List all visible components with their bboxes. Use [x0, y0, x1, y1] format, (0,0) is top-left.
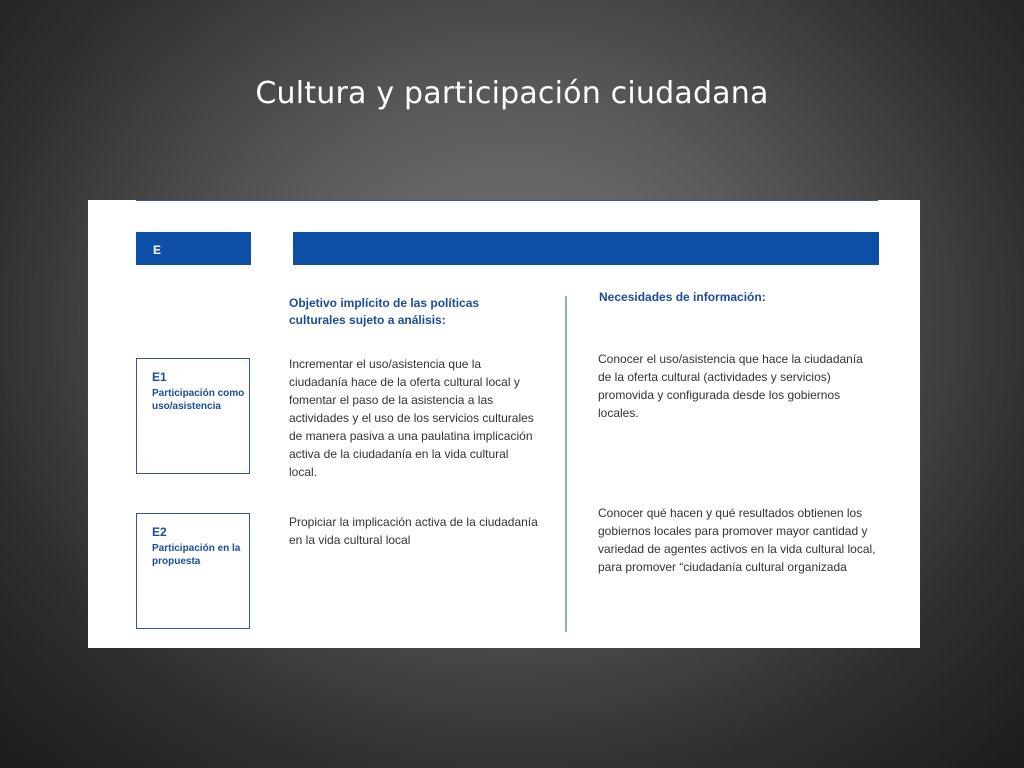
row-code-box-e2 [136, 513, 250, 629]
section-header-bar [293, 232, 879, 265]
row-code-box-e1 [136, 358, 250, 474]
row-label: Participación como uso/asistencia [152, 388, 245, 412]
row-objective-e2: Propiciar la implicación activa de la ciudadanía en la vida cultural local [289, 515, 538, 547]
row-code: E1 [152, 370, 167, 384]
row-label: Participación en la propuesta [152, 543, 241, 567]
table-image [88, 200, 920, 648]
row-needs-e1: Conocer el uso/asistencia que hace la ciudadanía de la oferta cultural (actividades y servicios) promovida y configurada desde los gobiernos locales. [598, 352, 863, 420]
slide-title: Cultura y participación ciudadana [255, 76, 769, 111]
row-code: E2 [152, 525, 167, 539]
row-needs-e2: Conocer qué hacen y qué resultados obtienen los gobiernos locales para promover mayor cantidad y variedad de agentes activos en la vida cultural local, para promover “ciudadanía cultural organizada [598, 506, 876, 574]
top-divider [136, 200, 878, 201]
column-divider [565, 296, 567, 632]
objective-column-header: Objetivo implícito de las políticas culturales sujeto a análisis: [289, 296, 480, 327]
needs-column-header: Necesidades de información: [599, 290, 766, 304]
row-objective-e1: Incrementar el uso/asistencia que la ciudadanía hace de la oferta cultural local y fomentar el paso de la asistencia a las actividades y el uso de los servicios culturales de manera pasiva a una paulatina implicación activa de la ciudadanía en la vida cultural local. [289, 357, 534, 479]
section-code-bar: E [136, 232, 251, 265]
